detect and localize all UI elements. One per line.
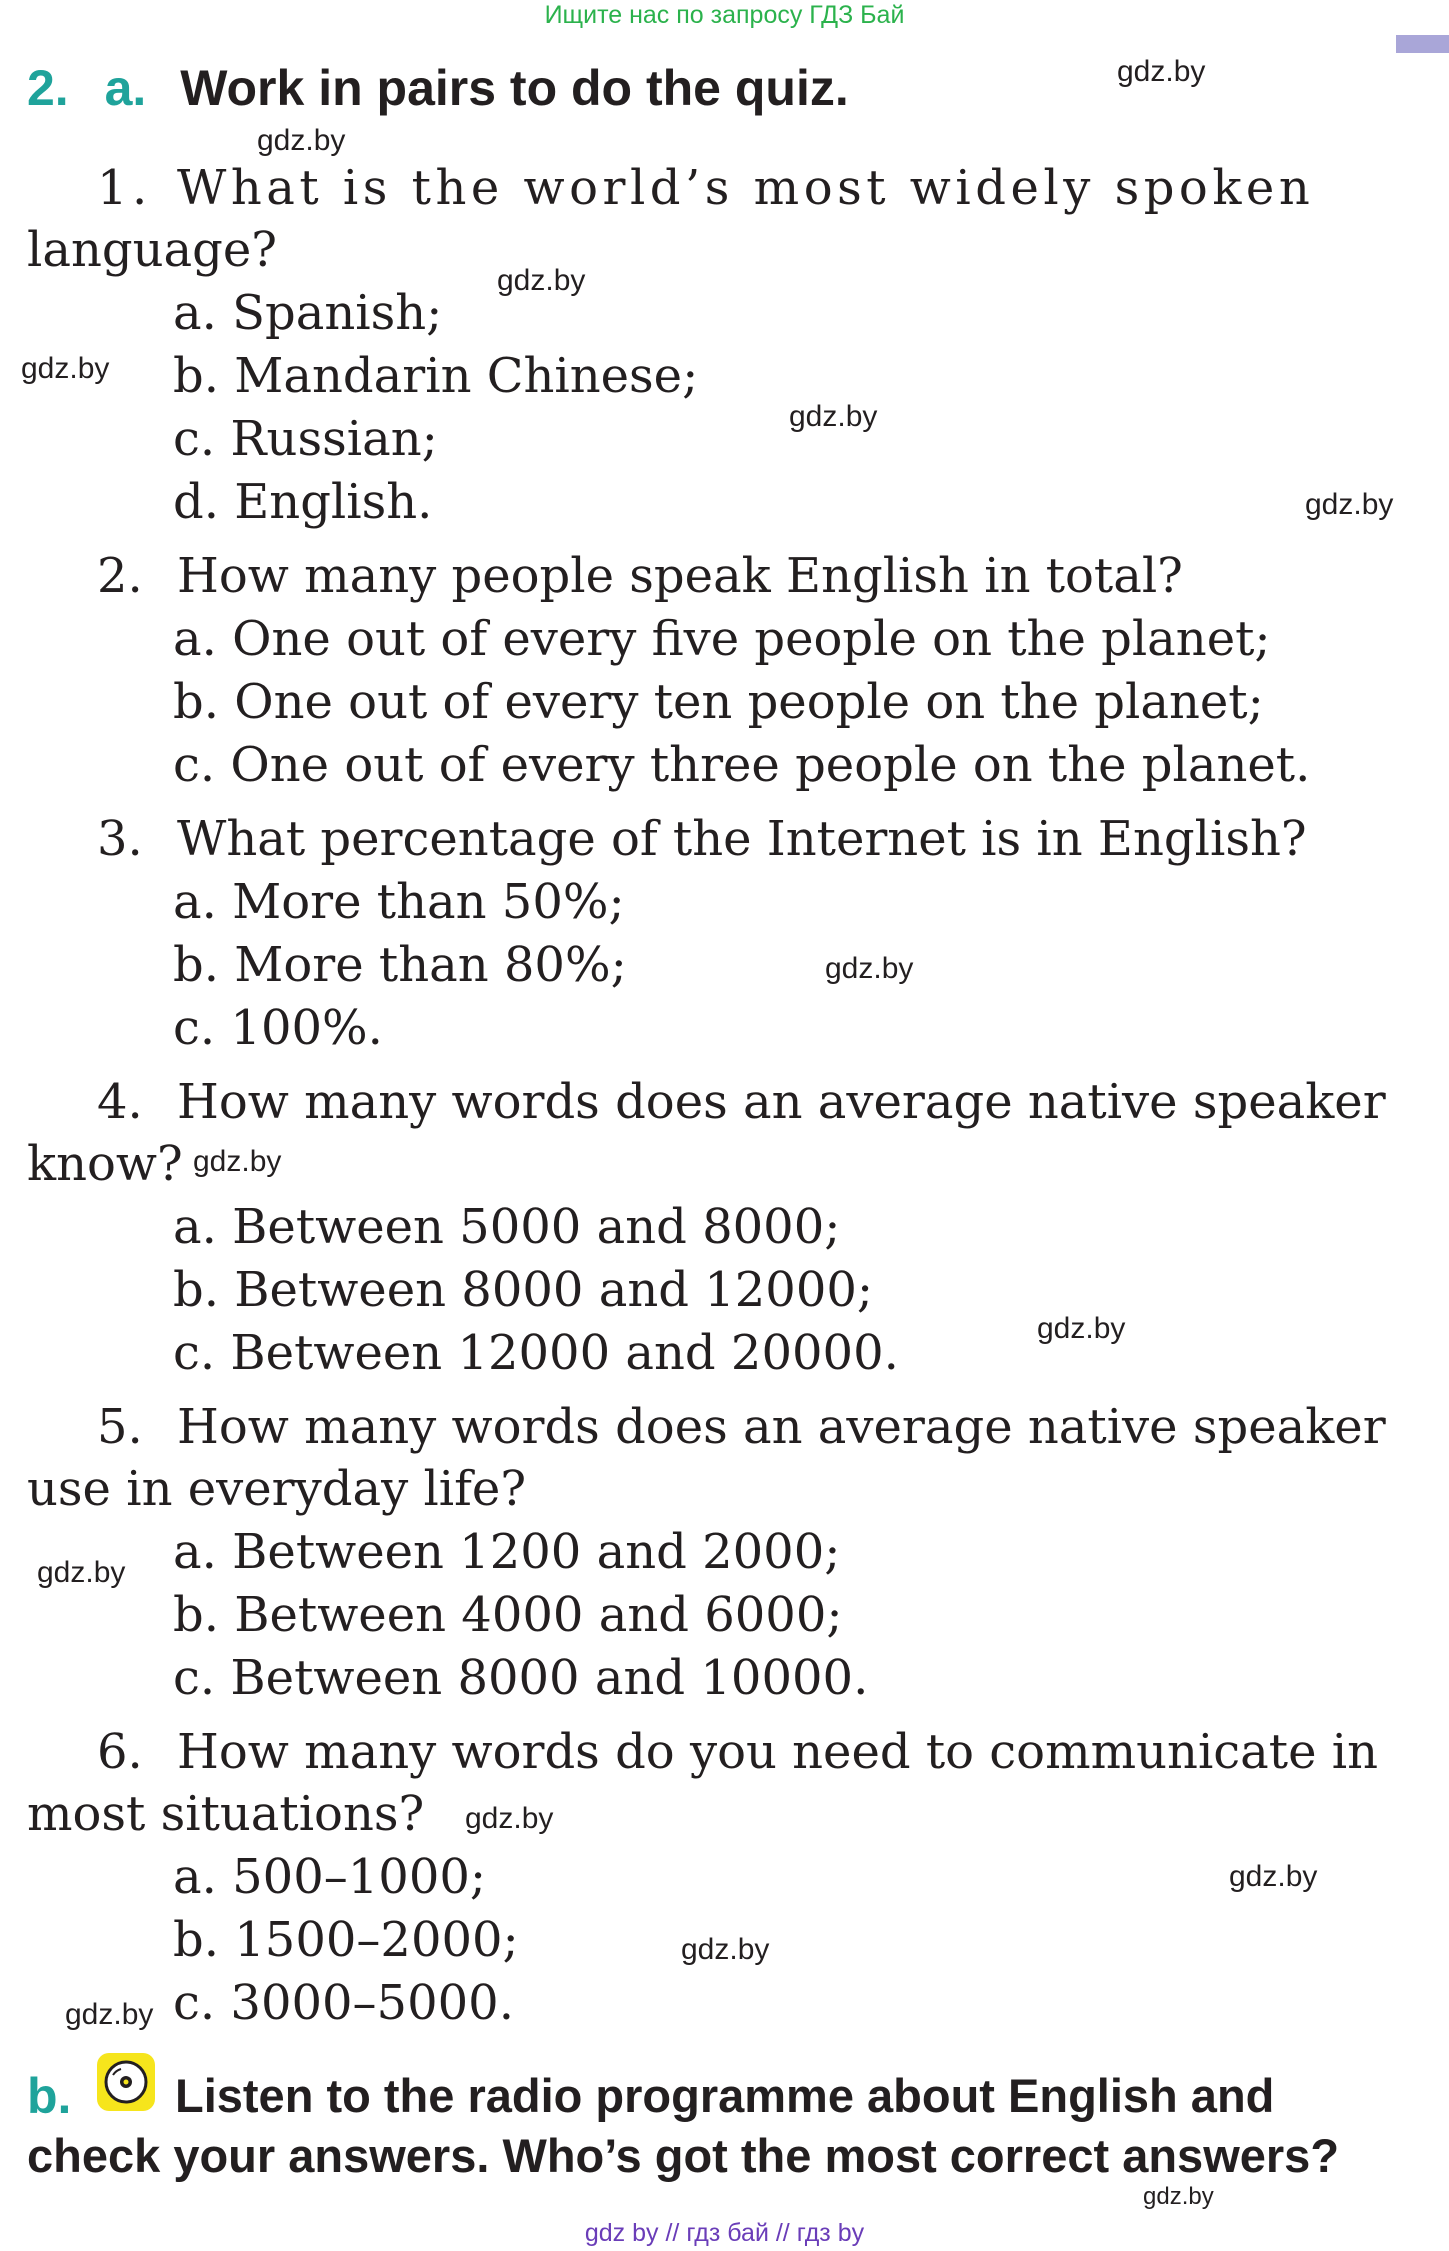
question-1-continued	[27, 219, 1357, 281]
question-number: 4.	[97, 1074, 143, 1130]
watermark: gdz.by	[37, 1556, 126, 1589]
question-text: How many words do you need to communicate in	[177, 1724, 1379, 1780]
watermark: gdz.by	[1229, 1860, 1318, 1893]
watermark: gdz.by	[257, 124, 346, 157]
watermark: gdz.by	[1037, 1312, 1126, 1345]
watermark: gdz.by	[1305, 488, 1394, 521]
option-3b: b. More than 80%;	[173, 937, 627, 993]
option-1b: b. Mandarin Chinese;	[173, 348, 699, 404]
option-6c: c. 3000–5000.	[173, 1975, 514, 2031]
question-6	[27, 1721, 1379, 1783]
part-a-letter: a.	[104, 60, 147, 116]
question-5-continued	[27, 1458, 1357, 1520]
option-2a: a. One out of every five people on the planet;	[173, 611, 1271, 667]
watermark: gdz.by	[465, 1802, 554, 1835]
part-b-instruction-line2: check your answers. Who’s got the most correct answers?	[27, 2129, 1340, 2182]
question-text: What is the world’s most widely spoken	[177, 160, 1315, 216]
watermark: gdz.by	[681, 1933, 770, 1966]
question-1	[27, 157, 1357, 219]
question-2	[27, 545, 1357, 607]
question-5	[27, 1396, 1386, 1458]
option-1d: d. English.	[173, 474, 433, 530]
option-2b: b. One out of every ten people on the planet;	[173, 674, 1264, 730]
option-1c: c. Russian;	[173, 411, 438, 467]
option-4b: b. Between 8000 and 12000;	[173, 1262, 874, 1318]
part-b-instruction-line1: Listen to the radio programme about English and	[175, 2069, 1275, 2122]
watermark: gdz.by	[1117, 55, 1206, 88]
option-2c: c. One out of every three people on the planet.	[173, 737, 1311, 793]
part-a-title: Work in pairs to do the quiz.	[180, 60, 849, 116]
question-text: How many words does an average native speaker	[177, 1399, 1386, 1455]
watermark: gdz.by	[65, 1998, 154, 2031]
option-4c: c. Between 12000 and 20000.	[173, 1325, 899, 1381]
watermark: gdz.by	[789, 400, 878, 433]
top-banner[interactable]: Ищите нас по запросу ГДЗ Бай	[544, 1, 905, 29]
option-5c: c. Between 8000 and 10000.	[173, 1650, 869, 1706]
question-text: How many words does an average native speaker	[177, 1074, 1386, 1130]
watermark: gdz.by	[21, 352, 110, 385]
option-4a: a. Between 5000 and 8000;	[173, 1199, 841, 1255]
question-number: 3.	[97, 811, 143, 867]
question-4	[27, 1071, 1386, 1133]
watermark: gdz.by	[497, 264, 586, 297]
exercise-number: 2.	[27, 60, 69, 116]
part-b-letter	[27, 2066, 71, 2126]
question-number: 5.	[97, 1399, 143, 1455]
question-6-continued	[27, 1783, 1357, 1845]
option-1a: a. Spanish;	[173, 285, 443, 341]
question-3	[27, 808, 1357, 870]
question-text-continued: most situations?	[27, 1786, 425, 1842]
question-number: 6.	[97, 1724, 143, 1780]
bottom-links[interactable]: gdz by // гдз бай // гдз by	[584, 2219, 865, 2247]
question-number: 1.	[97, 160, 152, 216]
option-6a: a. 500–1000;	[173, 1849, 487, 1905]
option-5b: b. Between 4000 and 6000;	[173, 1587, 843, 1643]
watermark: gdz.by	[825, 952, 914, 985]
part-b-letter-text: b.	[27, 2068, 72, 2124]
question-text-continued: language?	[27, 222, 278, 278]
option-6b: b. 1500–2000;	[173, 1912, 519, 1968]
watermark: gdz.by	[193, 1145, 282, 1178]
question-text: What percentage of the Internet is in English?	[177, 811, 1307, 867]
question-text-continued: use in everyday life?	[27, 1461, 527, 1517]
option-3a: a. More than 50%;	[173, 874, 625, 930]
page-corner-tab	[1396, 35, 1449, 53]
question-number: 2.	[97, 548, 143, 604]
option-5a: a. Between 1200 and 2000;	[173, 1524, 841, 1580]
option-3c: c. 100%.	[173, 1000, 383, 1056]
watermark: gdz.by	[1143, 2183, 1214, 2210]
question-text: How many people speak English in total?	[177, 548, 1183, 604]
cd-audio-icon[interactable]	[97, 2053, 155, 2111]
exercise-heading	[27, 58, 849, 118]
question-text-continued: know?	[27, 1136, 183, 1192]
